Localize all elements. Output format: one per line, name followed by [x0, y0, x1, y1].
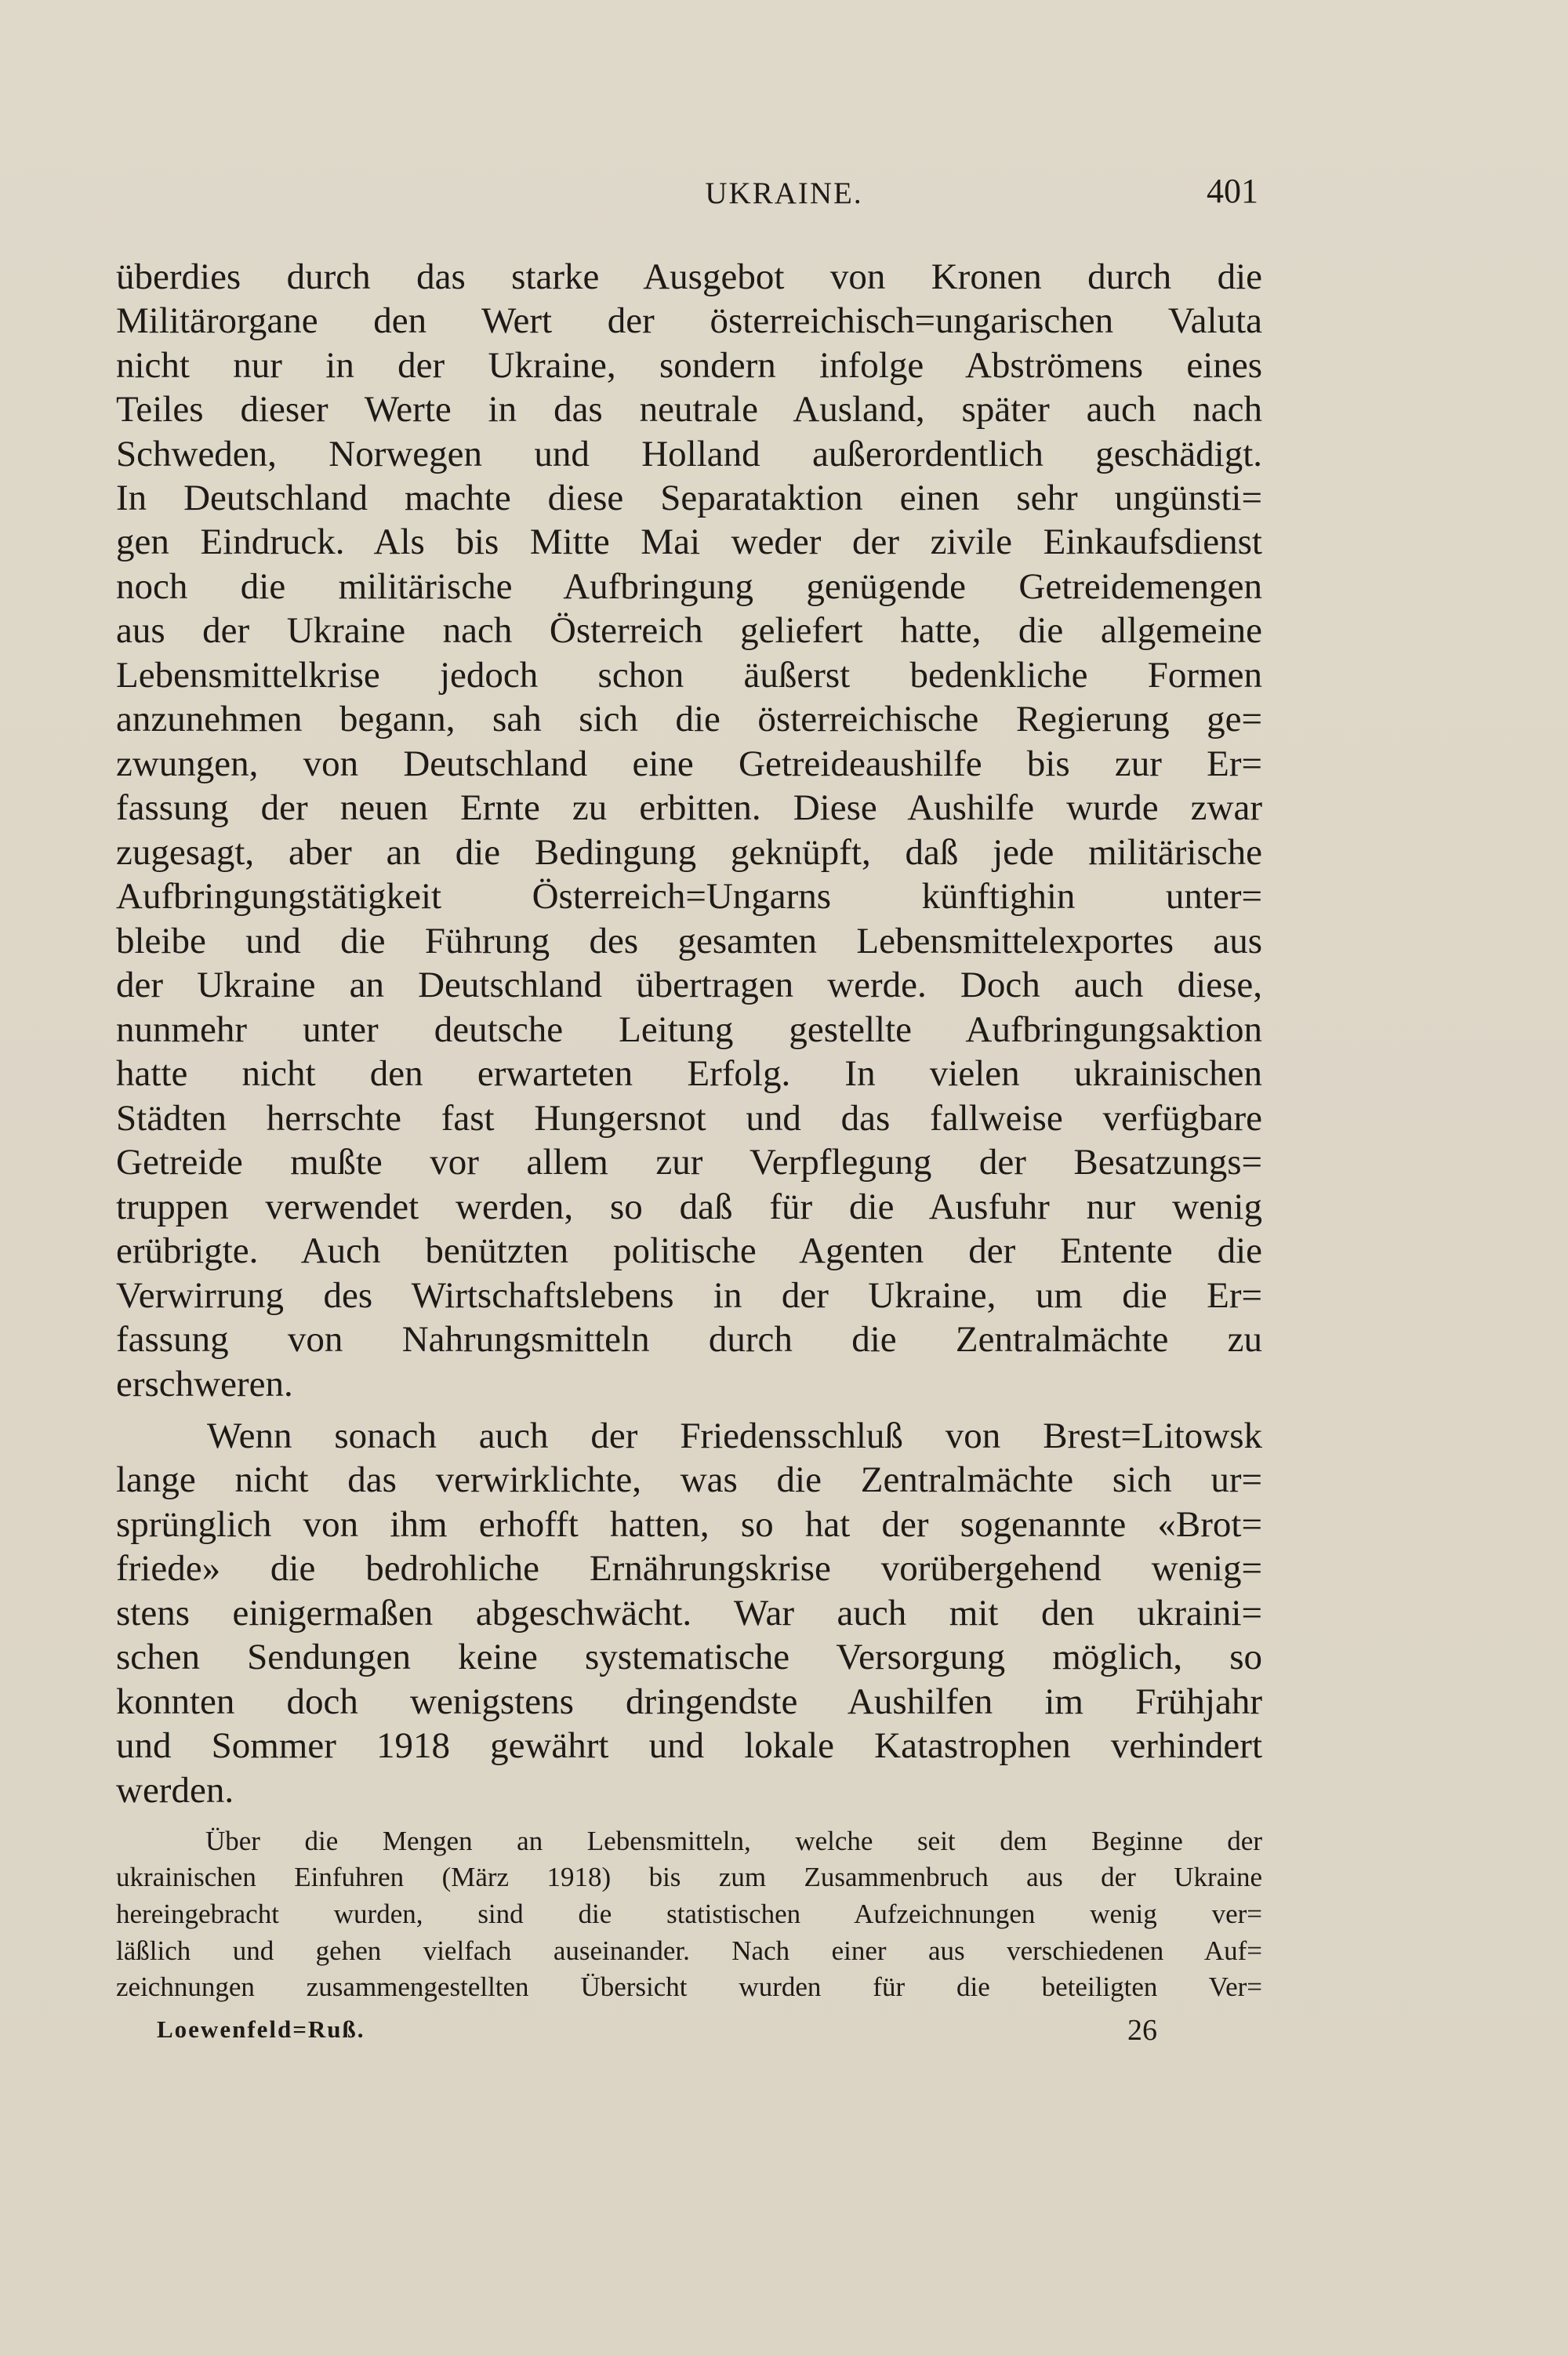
body-line: fassung der neuen Ernte zu erbitten. Diese Aushilfe wurde zwar [116, 787, 1262, 828]
body-line: zwungen, von Deutschland eine Getreideaushilfe bis zur Er= [116, 743, 1262, 784]
body-line: konnten doch wenigstens dringendste Aushilfen im Frühjahr [116, 1681, 1262, 1722]
footnote-line: hereingebracht wurden, sind die statistischen Aufzeichnungen wenig ver= [116, 1899, 1262, 1929]
body-line: erübrigte. Auch benützten politische Agenten der Entente die [116, 1230, 1262, 1271]
body-line: und Sommer 1918 gewährt und lokale Katastrophen verhindert [116, 1725, 1262, 1766]
sheet-number: 26 [1127, 2014, 1157, 2047]
footnote-line: Über die Mengen an Lebensmitteln, welche seit dem Beginne der [205, 1826, 1262, 1856]
body-line: Verwirrung des Wirtschaftslebens in der Ukraine, um die Er= [116, 1275, 1262, 1316]
page-number: 401 [1207, 172, 1258, 210]
body-line: Getreide mußte vor allem zur Verpflegung der Besatzungs= [116, 1142, 1262, 1183]
body-line: Lebensmittelkrise jedoch schon äußerst bedenkliche Formen [116, 655, 1262, 696]
body-line: Militärorgane den Wert der österreichisch=ungarischen Valuta [116, 300, 1262, 341]
body-line: Städten herrschte fast Hungersnot und das fallweise verfügbare [116, 1098, 1262, 1139]
body-line: fassung von Nahrungsmitteln durch die Zentralmächte zu [116, 1319, 1262, 1360]
body-line: überdies durch das starke Ausgebot von Kronen durch die [116, 256, 1262, 297]
body-line: aus der Ukraine nach Österreich geliefert hatte, die allgemeine [116, 610, 1262, 651]
body-line: Schweden, Norwegen und Holland außerordentlich geschädigt. [116, 434, 1262, 474]
body-line: Teiles dieser Werte in das neutrale Ausland, später auch nach [116, 389, 1262, 430]
body-line: nunmehr unter deutsche Leitung gestellte Aufbringungsaktion [116, 1009, 1262, 1050]
footnote-line: läßlich und gehen vielfach auseinander. Nach einer aus verschiedenen Auf= [116, 1935, 1262, 1966]
body-line: stens einigermaßen abgeschwächt. War auch mit den ukraini= [116, 1593, 1262, 1634]
footnote-line: zeichnungen zusammengestellten Übersicht wurden für die beteiligten Ver= [116, 1972, 1262, 2002]
body-line: der Ukraine an Deutschland übertragen werde. Doch auch diese, [116, 965, 1262, 1005]
body-line: friede» die bedrohliche Ernährungskrise vorübergehend wenig= [116, 1548, 1262, 1589]
running-head-title: UKRAINE. [705, 176, 863, 210]
body-line: sprünglich von ihm erhofft hatten, so hat der sogenannte «Brot= [116, 1504, 1262, 1545]
body-line: noch die militärische Aufbringung genügende Getreidemengen [116, 566, 1262, 607]
body-line: In Deutschland machte diese Separataktion einen sehr ungünsti= [116, 478, 1262, 518]
body-line: werden. [116, 1770, 234, 1811]
body-line: Wenn sonach auch der Friedensschluß von Brest=Litowsk [207, 1416, 1262, 1456]
body-line: anzunehmen begann, sah sich die österreichische Regierung ge= [116, 699, 1262, 740]
footnote-line: ukrainischen Einfuhren (März 1918) bis zum Zusammenbruch aus der Ukraine [116, 1862, 1262, 1892]
body-line: gen Eindruck. Als bis Mitte Mai weder der zivile Einkaufsdienst [116, 522, 1262, 562]
body-line: Aufbringungstätigkeit Österreich=Ungarns künftighin unter= [116, 876, 1262, 917]
body-line: hatte nicht den erwarteten Erfolg. In vielen ukrainischen [116, 1053, 1262, 1094]
body-line: erschweren. [116, 1364, 293, 1405]
body-line: truppen verwendet werden, so daß für die Ausfuhr nur wenig [116, 1187, 1262, 1227]
body-line: schen Sendungen keine systematische Versorgung möglich, so [116, 1637, 1262, 1677]
body-line: lange nicht das verwirklichte, was die Zentralmächte sich ur= [116, 1459, 1262, 1500]
body-line: bleibe und die Führung des gesamten Lebensmittelexportes aus [116, 921, 1262, 961]
signature-line: Loewenfeld=Ruß. [157, 2015, 365, 2043]
body-line: nicht nur in der Ukraine, sondern infolge Abströmens eines [116, 345, 1262, 386]
body-line: zugesagt, aber an die Bedingung geknüpft, daß jede militärische [116, 832, 1262, 873]
